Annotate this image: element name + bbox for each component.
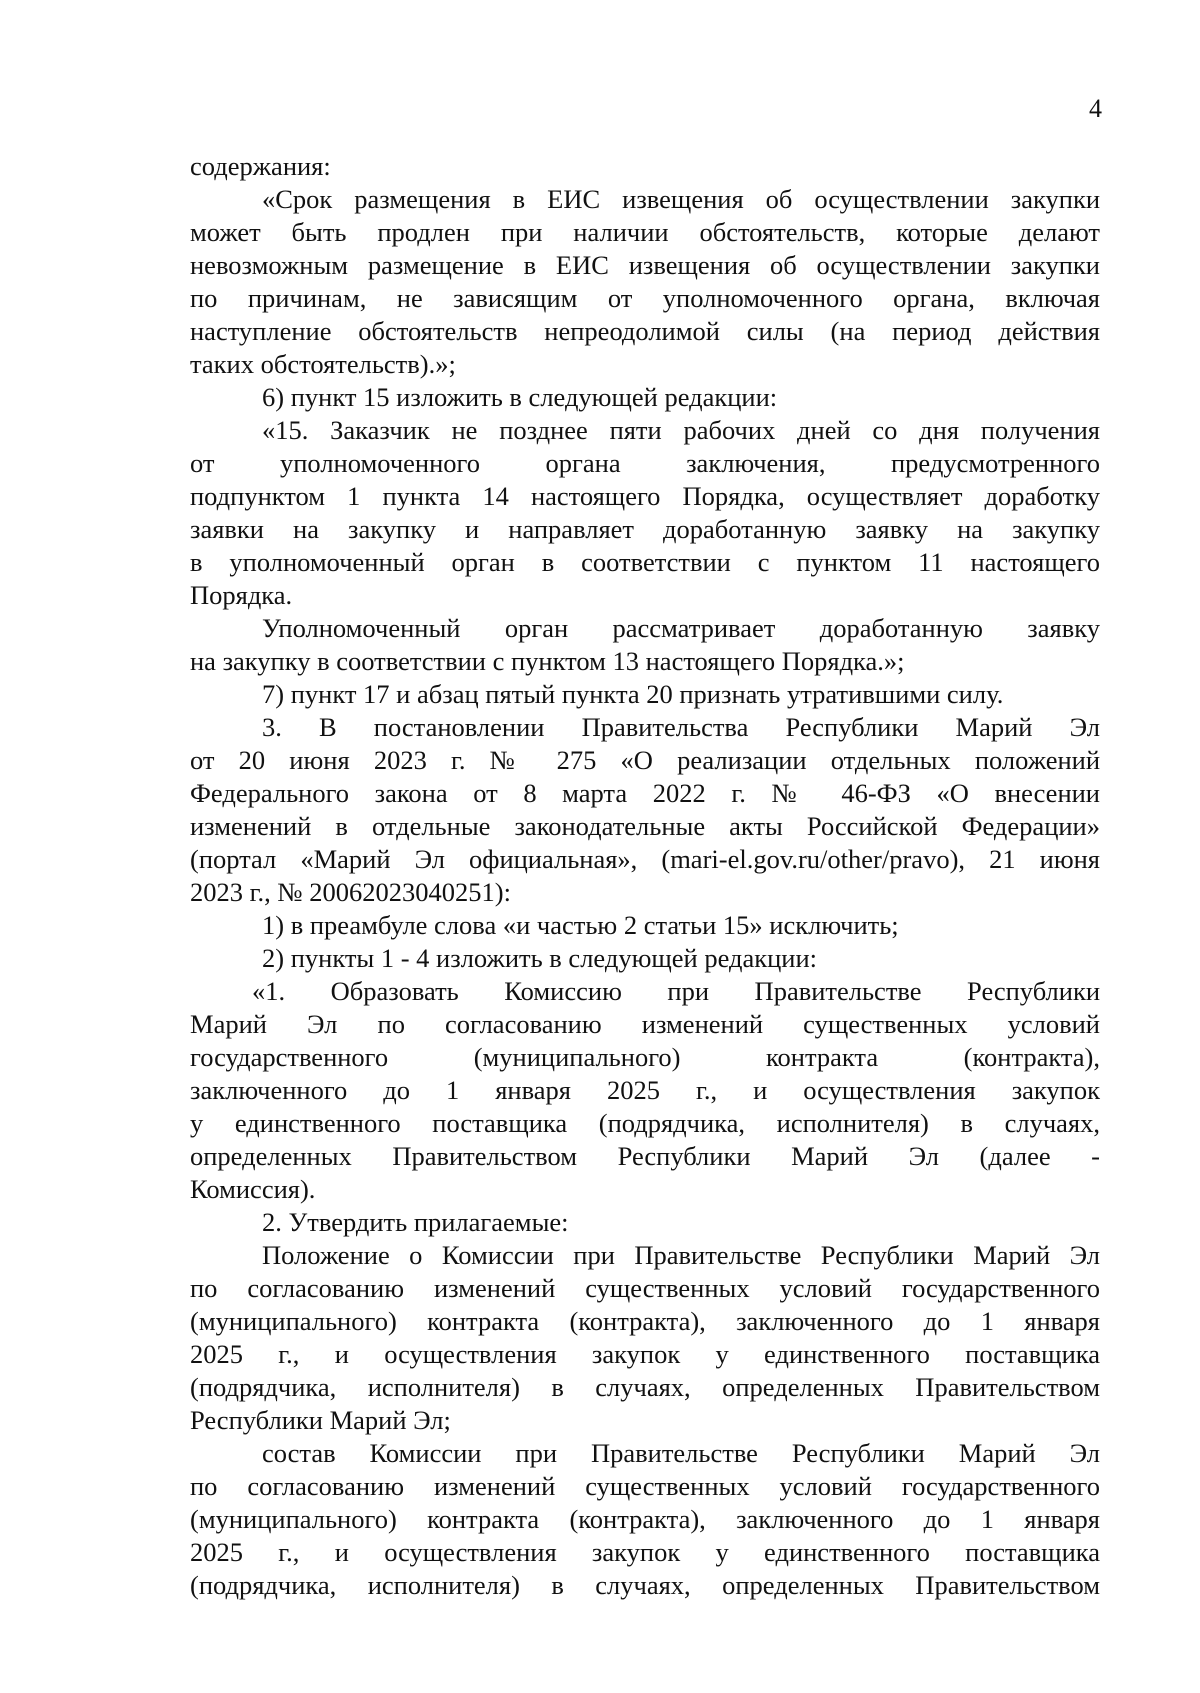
text-line: изменений в отдельные законодательные акты Российской Федерации» [190,811,1100,841]
text-line: определенных Правительством Республики Марий Эл (далее - [190,1141,1100,1171]
text-line: по согласованию изменений существенных условий государственного [190,1273,1100,1303]
text-line: 6) пункт 15 изложить в следующей редакции: [262,382,778,412]
text-line: (подрядчика, исполнителя) в случаях, определенных Правительством [190,1372,1100,1402]
text-line: наступление обстоятельств непреодолимой силы (на период действия [190,316,1100,346]
text-line: заявки на закупку и направляет доработанную заявку на закупку [190,514,1100,544]
text-line: на закупку в соответствии с пунктом 13 настоящего Порядка.»; [190,646,905,676]
text-line: 1) в преамбуле слова «и частью 2 статьи 15» исключить; [262,910,899,940]
text-line: в уполномоченный орган в соответствии с пунктом 11 настоящего [190,547,1100,577]
text-line: 3. В постановлении Правительства Республики Марий Эл [262,712,1100,742]
text-line: 7) пункт 17 и абзац пятый пункта 20 признать утратившими силу. [262,679,1004,709]
text-line: «1. Образовать Комиссию при Правительстве Республики [252,976,1100,1006]
text-line: от 20 июня 2023 г. № 275 «О реализации отдельных положений [190,745,1100,775]
page-number: 4 [1089,94,1102,123]
text-line: 2. Утвердить прилагаемые: [262,1207,569,1237]
text-line: по согласованию изменений существенных условий государственного [190,1471,1100,1501]
text-line: 2025 г., и осуществления закупок у единственного поставщика [190,1537,1100,1567]
text-line: 2023 г., № 20062023040251): [190,877,511,907]
text-line: Республики Марий Эл; [190,1405,451,1435]
text-line: может быть продлен при наличии обстоятельств, которые делают [190,217,1100,247]
text-line: (муниципального) контракта (контракта), заключенного до 1 января [190,1504,1100,1534]
text-line: Уполномоченный орган рассматривает доработанную заявку [262,613,1100,643]
text-line: содержания: [190,151,331,181]
text-line: (подрядчика, исполнителя) в случаях, определенных Правительством [190,1570,1100,1600]
text-line: невозможным размещение в ЕИС извещения об осуществлении закупки [190,250,1100,280]
text-line: Комиссия). [190,1174,316,1204]
text-line: 2025 г., и осуществления закупок у единственного поставщика [190,1339,1100,1369]
text-line: по причинам, не зависящим от уполномоченного органа, включая [190,283,1100,313]
text-line: «Срок размещения в ЕИС извещения об осуществлении закупки [262,184,1100,214]
text-line: 2) пункты 1 - 4 изложить в следующей редакции: [262,943,818,973]
document-body [190,150,1100,1602]
text-line: Порядка. [190,580,293,610]
text-line: состав Комиссии при Правительстве Республики Марий Эл [262,1438,1100,1468]
text-line: Положение о Комиссии при Правительстве Республики Марий Эл [262,1240,1100,1270]
text-line: таких обстоятельств).»; [190,349,456,379]
text-line: Марий Эл по согласованию изменений существенных условий [190,1009,1100,1039]
text-line: (муниципального) контракта (контракта), заключенного до 1 января [190,1306,1100,1336]
text-line: «15. Заказчик не позднее пяти рабочих дней со дня получения [262,415,1100,445]
text-line: заключенного до 1 января 2025 г., и осуществления закупок [190,1075,1100,1105]
text-line: у единственного поставщика (подрядчика, исполнителя) в случаях, [190,1108,1100,1138]
text-line: государственного (муниципального) контракта (контракта), [190,1042,1100,1072]
text-line: от уполномоченного органа заключения, предусмотренного [190,448,1100,478]
text-line: Федерального закона от 8 марта 2022 г. № 46-ФЗ «О внесении [190,778,1100,808]
text-line: (портал «Марий Эл официальная», (mari-el.gov.ru/other/pravo), 21 июня [190,844,1100,874]
text-line: подпунктом 1 пункта 14 настоящего Порядка, осуществляет доработку [190,481,1100,511]
